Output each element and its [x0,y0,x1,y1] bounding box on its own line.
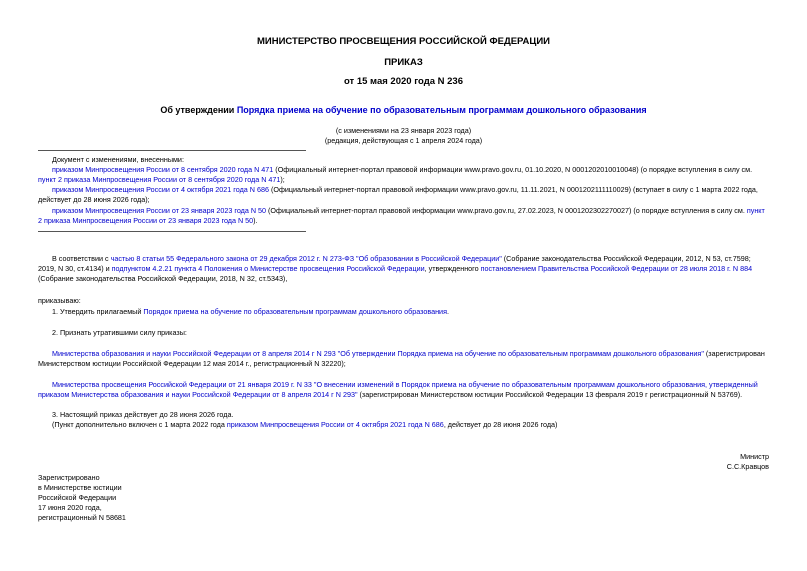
changes-intro: Документ с изменениями, внесенными: [52,155,184,164]
title-link[interactable]: Порядка приема на обучение по образовательным программам дошкольного образования [236,105,647,115]
change-3-line-1 [52,206,765,217]
doc-type-heading: ПРИКАЗ [384,57,423,68]
basis-text-2: (Собрание законодательства Российской Федерации, 2012, N 53, ст.7598; [501,254,751,263]
change-3-link[interactable]: приказом Минпросвещения России от 23 января 2023 года N 50 [52,206,267,215]
registration-line-1: Зарегистрировано [38,473,100,482]
change-2-line-1 [52,185,758,196]
basis-link-regulation[interactable]: подпунктом 4.2.21 пункта 4 Положения о Министерстве просвещения Российской Федерации [111,264,425,273]
change-1-line-2 [38,175,285,186]
change-3-end: ). [253,216,258,225]
revoked-1-line-2: Министерством юстиции Российской Федерации 12 мая 2014 г., регистрационный N 32220); [38,359,346,368]
title-prefix: Об утверждении [160,105,237,115]
change-1-link-2[interactable]: пункт 2 приказа Минпросвещения России от 8 сентября 2020 года N 471 [38,175,281,184]
change-3-link-2[interactable]: пункт [746,206,765,215]
divider-top [38,150,306,151]
basis-text-4: , утвержденного [424,264,481,273]
change-1-end: ); [280,175,285,184]
revoked-2-link[interactable]: Министерства просвещения Российской Федерации от 21 января 2019 г. N 33 "О внесении изменений в Порядок приема на обучение по образовательным программам дошкольного образования, утвержденный [52,380,758,389]
change-1-link[interactable]: приказом Минпросвещения России от 8 сентября 2020 года N 471 [52,165,274,174]
signature-position: Министр [740,452,769,461]
order-item-1 [52,307,449,318]
order-item-2: 2. Признать утратившими силу приказы: [52,328,187,337]
edition-line-2: (редакция, действующая с 1 апреля 2024 года) [324,136,483,145]
revoked-1-link[interactable]: Министерства образования и науки Российской Федерации от 8 апреля 2014 г N 293 "Об утверждении Порядка приема на обучение по образовательным программам дошкольного образования" [52,349,704,358]
note-link[interactable]: приказом Минпросвещения России от 4 октября 2021 года N 686 [226,420,444,429]
change-1-text: (Официальный интернет-портал правовой информации www.pravo.gov.ru, 01.10.2020, N 0001202010010048) (о порядке вступления в силу см. [273,165,753,174]
change-2-link[interactable]: приказом Минпросвещения России от 4 октября 2021 года N 686 [52,185,269,194]
change-1-line-1 [52,165,752,176]
note-prefix: (Пункт дополнительно включен с 1 марта 2022 года [52,420,227,429]
registration-line-4: 17 июня 2020 года, [38,503,102,512]
revoked-2-line-1 [52,380,758,391]
revoked-2-text: (зарегистрирован Министерством юстиции Российской Федерации 13 февраля 2019 г регистрационный N 53769). [357,390,743,399]
change-3-link-3[interactable]: 2 приказа Минпросвещения России от 23 января 2023 года N 50 [38,216,254,225]
registration-line-2: в Министерстве юстиции [38,483,122,492]
change-3-line-2 [38,216,258,227]
change-3-text: (Официальный интернет-портал правовой информации www.pravo.gov.ru, 27.02.2023, N 0001202302270027) (о порядке вступления в силу см. [266,206,747,215]
basis-line-1 [52,254,751,265]
item-1-link[interactable]: Порядок приема на обучение по образовательным программам дошкольного образования [143,307,447,316]
order-item-3: 3. Настоящий приказ действует до 28 июня 2026 года. [52,410,234,419]
registration-line-5: регистрационный N 58681 [38,513,126,522]
basis-line-2 [38,264,752,275]
basis-line-3: (Собрание законодательства Российской Федерации, 2018, N 32, ст.5343), [38,274,288,283]
order-prikazyvayu: приказываю: [38,296,81,305]
order-item-3-note [52,420,557,431]
revoked-1-line-1 [52,349,765,360]
registration-line-3: Российской Федерации [38,493,117,502]
revoked-2-line-2 [38,390,742,401]
date-number-heading: от 15 мая 2020 года N 236 [343,76,464,87]
document-title [0,105,807,115]
ministry-heading: МИНИСТЕРСТВО ПРОСВЕЩЕНИЯ РОССИЙСКОЙ ФЕДЕРАЦИИ [256,36,551,47]
revoked-1-text: (зарегистрирован [703,349,765,358]
basis-text-1: В соответствии с [52,254,111,263]
item-1-prefix: 1. Утвердить прилагаемый [52,307,144,316]
change-2-text: (Официальный интернет-портал правовой информации www.pravo.gov.ru, 11.11.2021, N 0001202111110029) (вступает в силу с 1 марта 2022 года, [268,185,758,194]
basis-link-law[interactable]: частью 8 статьи 55 Федерального закона от 29 декабря 2012 г. N 273-ФЗ "Об образовании в Российской Федерации" [110,254,502,263]
divider-bottom [38,231,306,232]
note-end: , действует до 28 июня 2026 года) [443,420,558,429]
item-1-end: . [446,307,449,316]
revoked-2-link-cont[interactable]: приказом Министерства образования и науки Российской Федерации от 8 апреля 2014 г N 293" [38,390,358,399]
basis-link-decree[interactable]: постановлением Правительства Российской Федерации от 28 июля 2018 г. N 884 [480,264,753,273]
edition-line-1: (с изменениями на 23 января 2023 года) [335,126,472,135]
change-2-line-2: действует до 28 июня 2026 года); [38,195,150,204]
signature-name: С.С.Кравцов [726,462,769,471]
basis-text-3: 2019, N 30, ст.4134) и [38,264,112,273]
